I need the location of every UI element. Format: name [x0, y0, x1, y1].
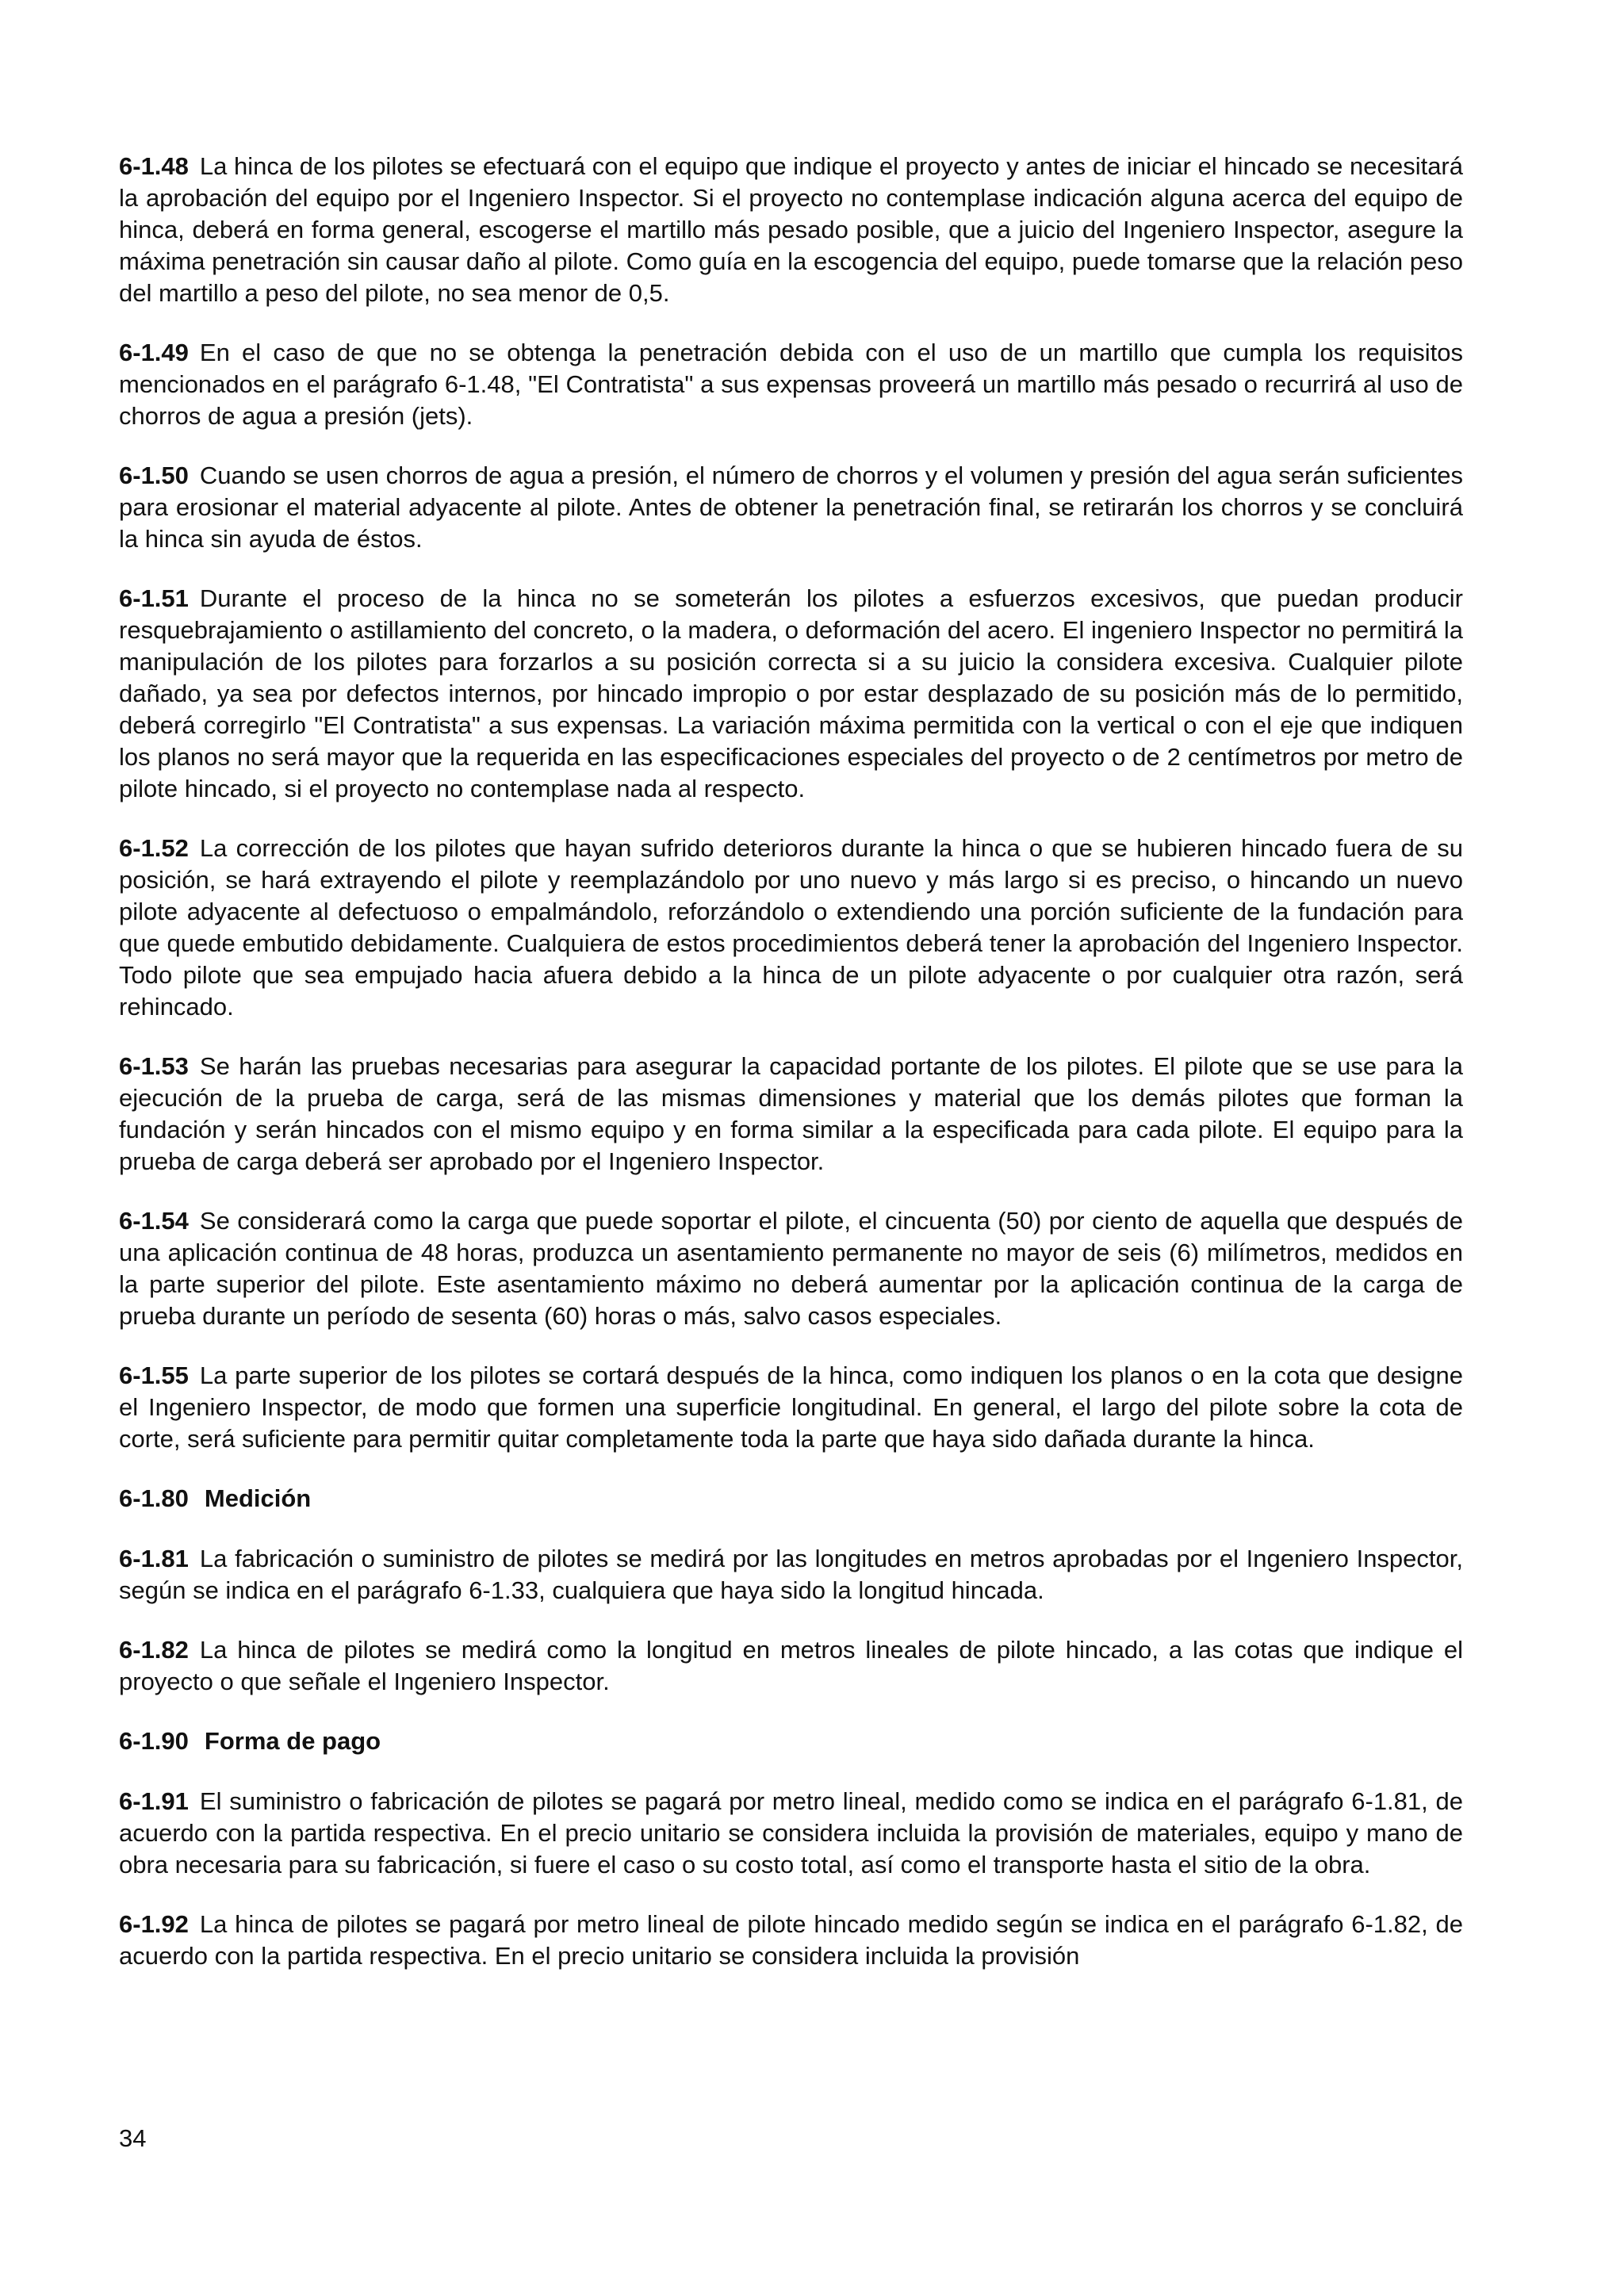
section-text: La parte superior de los pilotes se cortará después de la hinca, como indiquen los planos o en la cota que designe el Ingeniero Inspector, de modo que formen una superficie longitudinal. En general, el largo del pilote sobre la cota de corte, será suficiente para permitir quitar completamente toda la parte que haya sido dañada durante la hinca. [119, 1361, 1463, 1453]
section-text: La corrección de los pilotes que hayan sufrido deterioros durante la hinca o que se hubieren hincado fuera de su posición, se hará extrayendo el pilote y reemplazándolo por uno nuevo y más largo si es preciso, o hincando un nuevo pilote adyacente al defectuoso o empalmándolo, reforzándolo o extendiendo una porción suficiente de la fundación para que quede embutido debidamente. Cualquiera de estos procedimientos deberá tener la aprobación del Ingeniero Inspector. Todo pilote que sea empujado hacia afuera debido a la hinca de un pilote adyacente o por cualquier otra razón, será rehincado. [119, 834, 1463, 1021]
section-number: 6-1.51 [119, 584, 189, 612]
section-text: Durante el proceso de la hinca no se someterán los pilotes a esfuerzos excesivos, que puedan producir resquebrajamiento o astillamiento del concreto, o la madera, o deformación del acero. El ingeniero Inspector no permitirá la manipulación de los pilotes para forzarlos a su posición correcta si a su juicio la considera excesiva. Cualquier pilote dañado, ya sea por defectos internos, por hincado impropio o por estar desplazado de su posición más de lo permitido, deberá corregirlo "El Contratista" a sus expensas. La variación máxima permitida con la vertical o con el eje que indiquen los planos no será mayor que la requerida en las especificaciones especiales del proyecto o de 2 centímetros por metro de pilote hincado, si el proyecto no contemplase nada al respecto. [119, 584, 1463, 802]
section-number: 6-1.48 [119, 152, 189, 180]
document-body [119, 151, 1463, 2000]
section-6-1-49 [119, 337, 1463, 432]
heading-medicion [119, 1483, 1463, 1515]
heading-number: 6-1.80 [119, 1484, 189, 1512]
section-6-1-50 [119, 460, 1463, 555]
section-number: 6-1.92 [119, 1910, 189, 1938]
section-text: La hinca de los pilotes se efectuará con el equipo que indique el proyecto y antes de iniciar el hincado se necesitará la aprobación del equipo por el Ingeniero Inspector. Si el proyecto no contemplase indicación alguna acerca del equipo de hinca, deberá en forma general, escogerse el martillo más pesado posible, que a juicio del Ingeniero Inspector, asegure la máxima penetración sin causar daño al pilote. Como guía en la escogencia del equipo, puede tomarse que la relación peso del martillo a peso del pilote, no sea menor de 0,5. [119, 152, 1463, 307]
section-6-1-53 [119, 1051, 1463, 1178]
section-number: 6-1.81 [119, 1545, 189, 1572]
section-6-1-52 [119, 833, 1463, 1023]
section-6-1-55 [119, 1360, 1463, 1455]
section-6-1-82 [119, 1634, 1463, 1698]
section-6-1-54 [119, 1205, 1463, 1332]
section-text: La fabricación o suministro de pilotes se medirá por las longitudes en metros aprobadas por el Ingeniero Inspector, según se indica en el parágrafo 6-1.33, cualquiera que haya sido la longitud hincada. [119, 1545, 1463, 1604]
section-text: El suministro o fabricación de pilotes se pagará por metro lineal, medido como se indica en el parágrafo 6-1.81, de acuerdo con la partida respectiva. En el precio unitario se considera incluida la provisión de materiales, equipo y mano de obra necesaria para su fabricación, si fuere el caso o su costo total, así como el transporte hasta el sitio de la obra. [119, 1787, 1463, 1878]
section-number: 6-1.53 [119, 1052, 189, 1080]
section-6-1-48 [119, 151, 1463, 309]
section-number: 6-1.49 [119, 339, 189, 366]
heading-number: 6-1.90 [119, 1727, 189, 1755]
section-number: 6-1.91 [119, 1787, 189, 1815]
page-number: 34 [119, 2124, 147, 2152]
section-number: 6-1.54 [119, 1207, 189, 1235]
section-text: Se considerará como la carga que puede soportar el pilote, el cincuenta (50) por ciento de aquella que después de una aplicación continua de 48 horas, produzca un asentamiento permanente no mayor de seis (6) milímetros, medidos en la parte superior del pilote. Este asentamiento máximo no deberá aumentar por la aplicación continua de la carga de prueba durante un período de sesenta (60) horas o más, salvo casos especiales. [119, 1207, 1463, 1330]
section-6-1-81 [119, 1543, 1463, 1607]
section-text: Cuando se usen chorros de agua a presión, el número de chorros y el volumen y presión del agua serán suficientes para erosionar el material adyacente al pilote. Antes de obtener la penetración final, se retirarán los chorros y se concluirá la hinca sin ayuda de éstos. [119, 461, 1463, 553]
section-number: 6-1.82 [119, 1636, 189, 1664]
section-text: La hinca de pilotes se medirá como la longitud en metros lineales de pilote hincado, a las cotas que indique el proyecto o que señale el Ingeniero Inspector. [119, 1636, 1463, 1695]
section-text: Se harán las pruebas necesarias para asegurar la capacidad portante de los pilotes. El pilote que se use para la ejecución de la prueba de carga, será de las mismas dimensiones y material que los demás pilotes que forman la fundación y serán hincados con el mismo equipo y en forma similar a la especificada para cada pilote. El equipo para la prueba de carga deberá ser aprobado por el Ingeniero Inspector. [119, 1052, 1463, 1175]
section-number: 6-1.55 [119, 1361, 189, 1389]
section-text: La hinca de pilotes se pagará por metro lineal de pilote hincado medido según se indica en el parágrafo 6-1.82, de acuerdo con la partida respectiva. En el precio unitario se considera incluida la provisión [119, 1910, 1463, 1970]
section-6-1-51 [119, 583, 1463, 805]
section-6-1-91 [119, 1786, 1463, 1881]
section-number: 6-1.52 [119, 834, 189, 862]
section-number: 6-1.50 [119, 461, 189, 489]
heading-text: Medición [204, 1484, 312, 1512]
heading-text: Forma de pago [204, 1727, 381, 1755]
heading-forma-de-pago [119, 1725, 1463, 1757]
section-6-1-92 [119, 1909, 1463, 1972]
section-text: En el caso de que no se obtenga la penetración debida con el uso de un martillo que cumpla los requisitos mencionados en el parágrafo 6-1.48, "El Contratista" a sus expensas proveerá un martillo más pesado o recurrirá al uso de chorros de agua a presión (jets). [119, 339, 1463, 430]
